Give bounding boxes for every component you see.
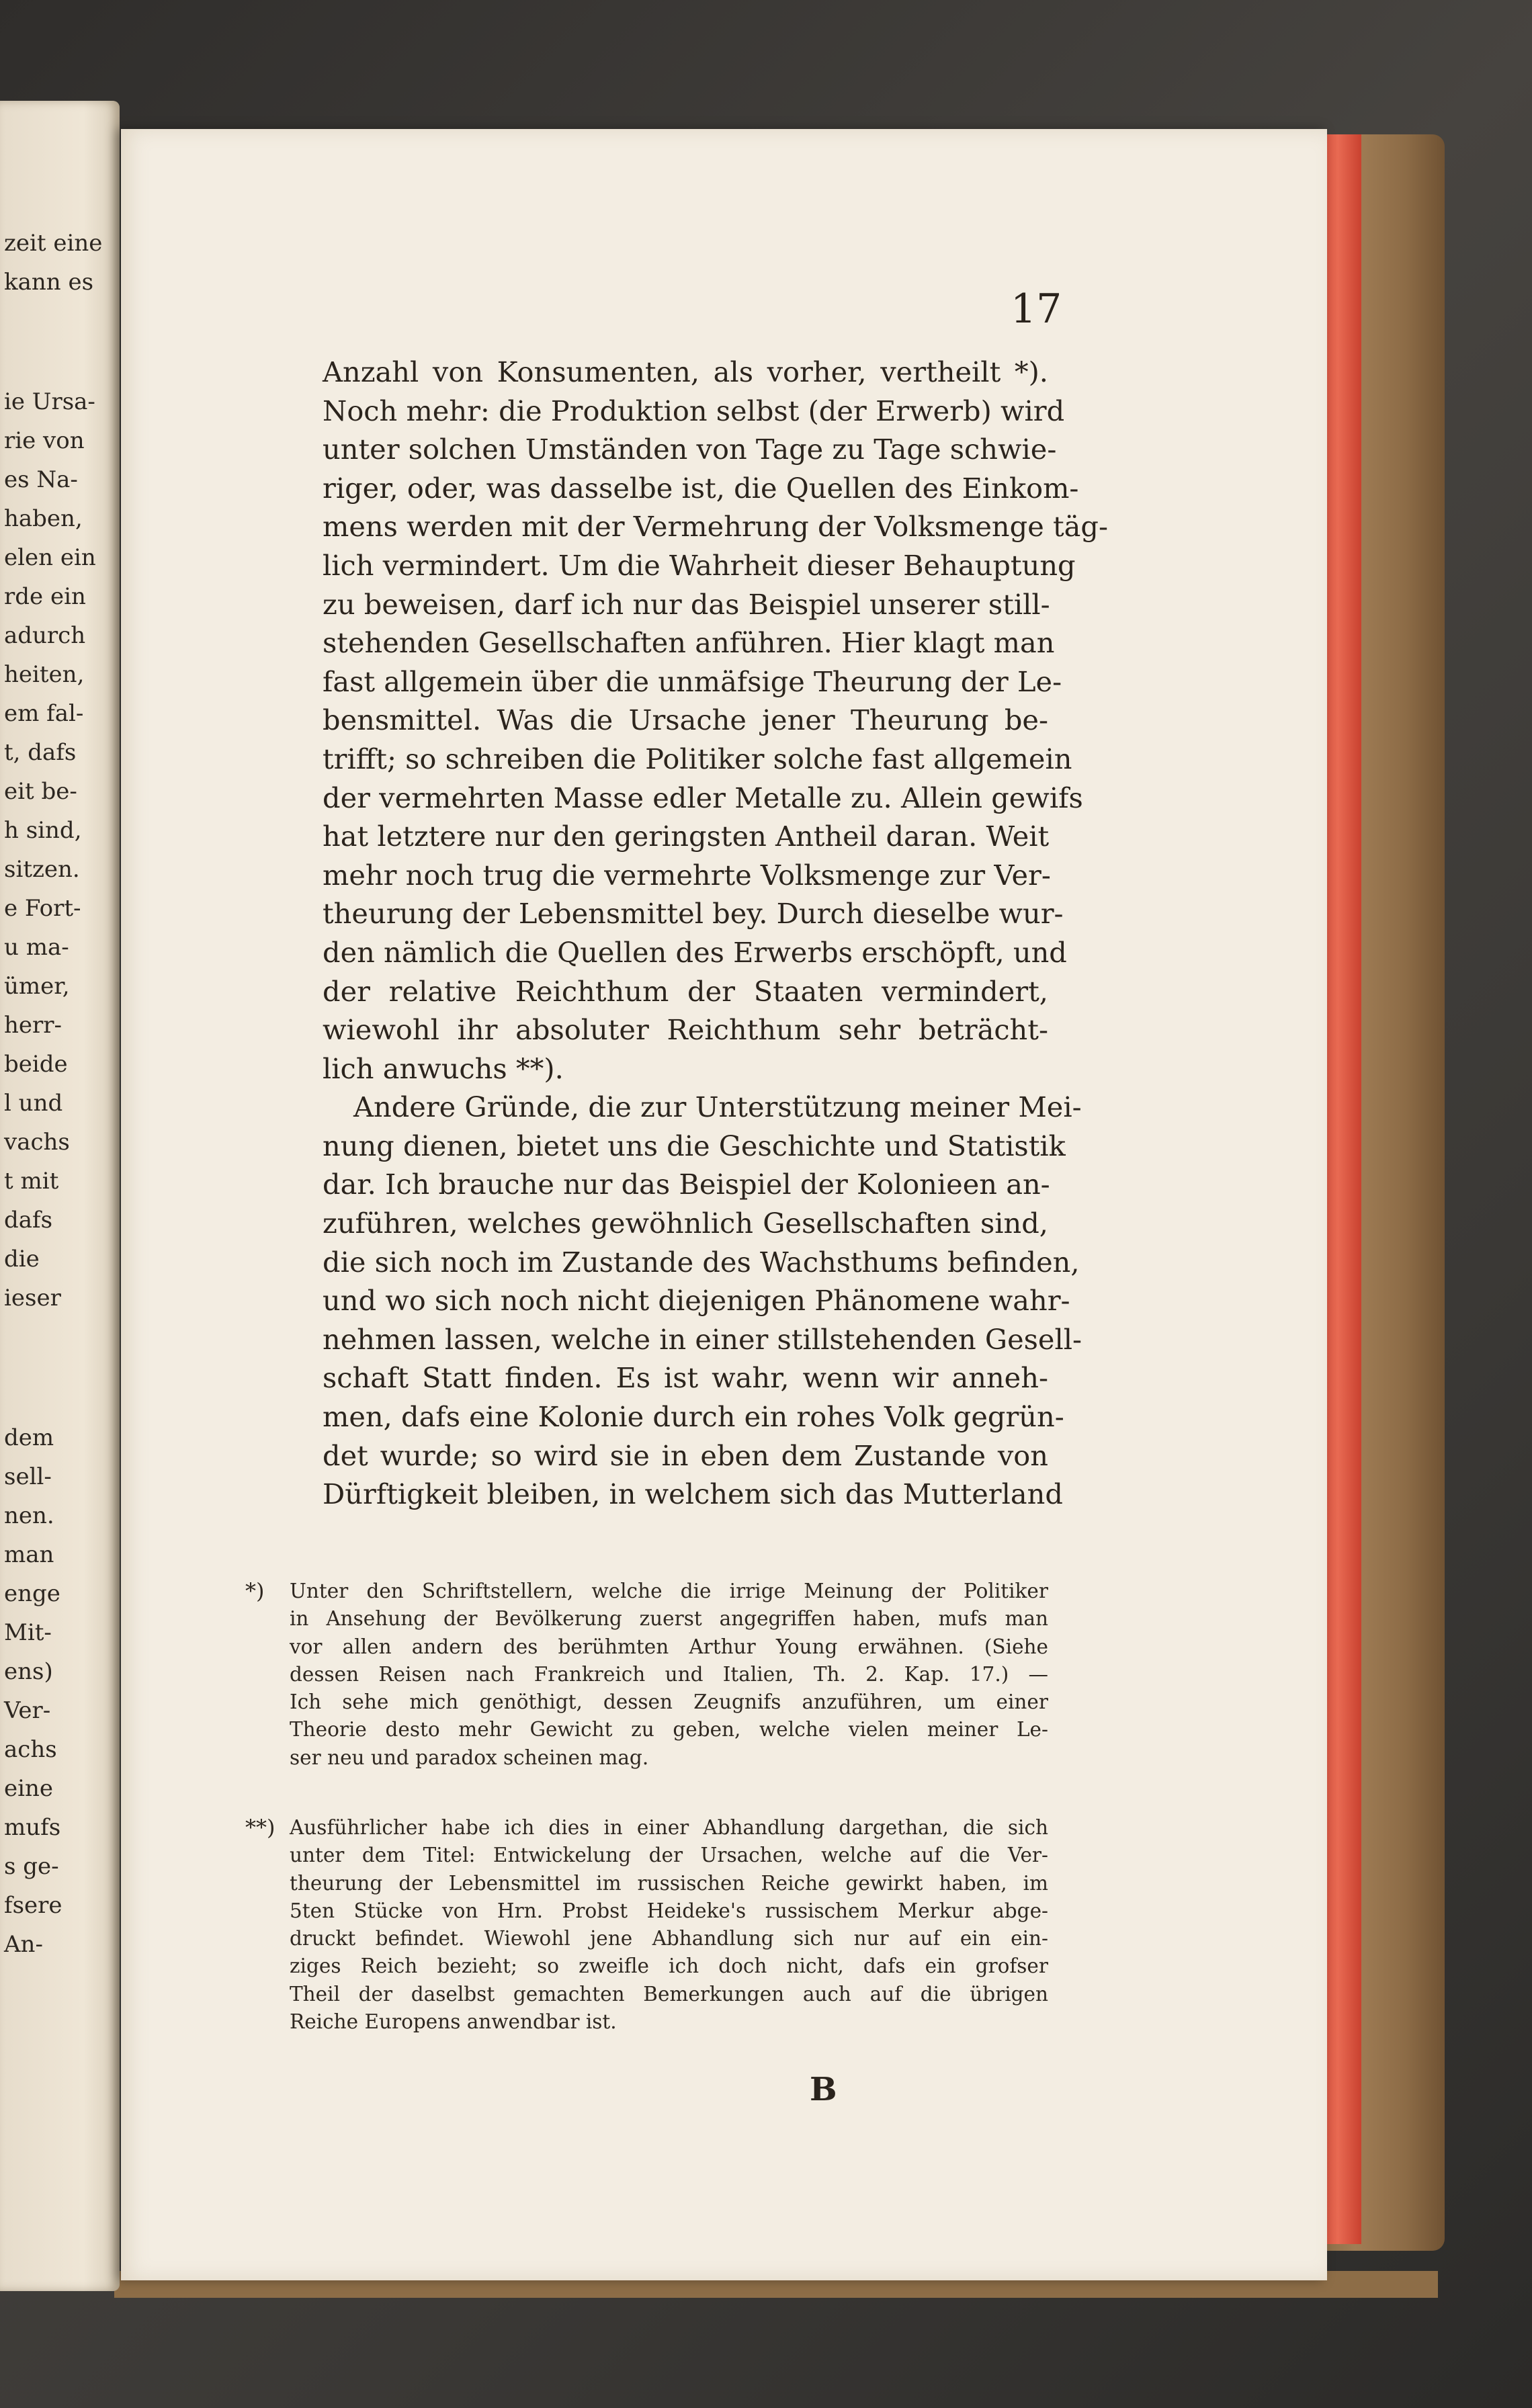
main-text-line: lich vermindert. Um die Wahrheit dieser Behauptung	[323, 548, 1076, 582]
previous-page	[0, 101, 120, 2291]
main-text-line: bensmittel. Was die Ursache jener Theurung be-	[323, 703, 1048, 737]
previous-page-text-fragment: l und	[4, 1090, 63, 1117]
main-text-line: mehr noch trug die vermehrte Volksmenge zur Ver-	[323, 858, 1051, 892]
main-text-line: det wurde; so wird sie in eben dem Zustande von	[323, 1438, 1048, 1472]
footnote-line: theurung der Lebensmittel im russischen Reiche gewirkt haben, im	[290, 1871, 1048, 1895]
previous-page-text-fragment: man	[4, 1541, 54, 1568]
main-text-line: und wo sich noch nicht diejenigen Phänomene wahr-	[323, 1284, 1070, 1318]
signature-mark: B	[810, 2071, 837, 2108]
previous-page-text-fragment: haben,	[4, 505, 83, 532]
footnote-line: Unter den Schriftstellern, welche die irrige Meinung der Politiker	[290, 1580, 1048, 1602]
previous-page-text-fragment: s ge-	[4, 1853, 59, 1880]
previous-page-text-fragment: ümer,	[4, 973, 70, 1000]
previous-page-text-fragment: heiten,	[4, 661, 85, 688]
main-text-line: nehmen lassen, welche in einer stillstehenden Gesell-	[323, 1322, 1082, 1356]
footnote-line: in Ansehung der Bevölkerung zuerst angegriffen haben, mufs man	[290, 1607, 1048, 1631]
main-text-line: Noch mehr: die Produktion selbst (der Erwerb) wird	[323, 394, 1065, 427]
previous-page-text-fragment: e Fort-	[4, 895, 81, 922]
previous-page-text-fragment: beide	[4, 1051, 68, 1078]
previous-page-text-fragment: herr-	[4, 1012, 62, 1039]
main-text-line: der relative Reichthum der Staaten vermindert,	[323, 974, 1048, 1008]
previous-page-text-fragment: eit be-	[4, 778, 77, 805]
footnote-line: ziges Reich bezieht; so zweifle ich doch nicht, dafs ein grofser	[290, 1954, 1048, 1978]
main-text-line: der vermehrten Masse edler Metalle zu. Allein gewifs	[323, 781, 1083, 814]
main-text-line: Dürftigkeit bleiben, in welchem sich das Mutterland	[323, 1477, 1063, 1511]
previous-page-text-fragment: kann es	[4, 269, 94, 296]
previous-page-text-fragment: h sind,	[4, 817, 82, 844]
main-text-line: schaft Statt finden. Es ist wahr, wenn wir anneh-	[323, 1361, 1048, 1395]
previous-page-text-fragment: ens)	[4, 1658, 53, 1685]
previous-page-text-fragment: sell-	[4, 1463, 52, 1490]
previous-page-text-fragment: vachs	[4, 1129, 70, 1156]
previous-page-text-fragment: ie Ursa-	[4, 388, 95, 415]
previous-page-text-fragment: Mit-	[4, 1619, 52, 1646]
main-text-line: theurung der Lebensmittel bey. Durch dieselbe wur-	[323, 897, 1064, 931]
footnote-line: dessen Reisen nach Frankreich und Italien, Th. 2. Kap. 17.) —	[290, 1662, 1048, 1686]
main-text-line: die sich noch im Zustande des Wachsthums befinden,	[323, 1245, 1080, 1279]
previous-page-text-fragment: eine	[4, 1775, 54, 1802]
main-text-block	[323, 353, 1108, 1514]
footnote-line: unter dem Titel: Entwickelung der Ursachen, welche auf die Ver-	[290, 1844, 1048, 1867]
footnote-line: Ich sehe mich genöthigt, dessen Zeugnifs anzuführen, um einer	[290, 1690, 1048, 1714]
main-text-line: dar. Ich brauche nur das Beispiel der Kolonieen an-	[323, 1168, 1050, 1201]
footnote-marker: **)	[245, 1815, 275, 1840]
previous-page-text-fragment: zeit eine	[4, 230, 103, 257]
page-number: 17	[1011, 286, 1062, 333]
previous-page-text-fragment: An-	[4, 1931, 43, 1958]
previous-page-text-fragment: enge	[4, 1580, 60, 1607]
footnote-line: Theorie desto mehr Gewicht zu geben, welche vielen meiner Le-	[290, 1718, 1048, 1742]
previous-page-text-fragment: u ma-	[4, 934, 69, 961]
main-text-line: unter solchen Umständen von Tage zu Tage schwie-	[323, 433, 1057, 466]
main-text-line: hat letztere nur den geringsten Antheil daran. Weit	[323, 820, 1050, 853]
previous-page-text-fragment: die	[4, 1246, 40, 1273]
main-text-line: stehenden Gesellschaften anführen. Hier klagt man	[323, 626, 1055, 660]
footnote-line: vor allen andern des berühmten Arthur Young erwähnen. (Siehe	[290, 1635, 1048, 1658]
previous-page-text-fragment: dafs	[4, 1207, 53, 1234]
previous-page-text-fragment: t mit	[4, 1168, 59, 1195]
previous-page-text-fragment: dem	[4, 1424, 54, 1451]
footnote-line: druckt befindet. Wiewohl jene Abhandlung sich nur auf ein ein-	[290, 1927, 1048, 1950]
footnote-2	[245, 1814, 1048, 2036]
main-text-line: men, dafs eine Kolonie durch ein rohes Volk gegrün-	[323, 1400, 1064, 1434]
previous-page-text-fragment: mufs	[4, 1814, 61, 1841]
footnote-line: 5ten Stücke von Hrn. Probst Heideke's russischem Merkur abge-	[290, 1899, 1048, 1922]
footnote-1	[245, 1578, 1048, 1772]
main-text-line: zuführen, welches gewöhnlich Gesellschaften sind,	[323, 1207, 1048, 1240]
previous-page-text-fragment: rde ein	[4, 583, 86, 610]
footnote-marker: *)	[245, 1578, 265, 1604]
previous-page-text-fragment: sitzen.	[4, 856, 80, 883]
main-text-line: mens werden mit der Vermehrung der Volksmenge täg-	[323, 510, 1108, 544]
previous-page-text-fragment: es Na-	[4, 466, 78, 493]
main-text-line: zu beweisen, darf ich nur das Beispiel unserer still-	[323, 587, 1050, 621]
footnote-line: Reiche Europens anwendbar ist.	[290, 2010, 617, 2034]
footnote-line: Ausführlicher habe ich dies in einer Abhandlung dargethan, die sich	[290, 1816, 1048, 1839]
main-text-line: lich anwuchs **).	[323, 1051, 564, 1085]
previous-page-text-fragment: achs	[4, 1736, 57, 1763]
main-text-line: nung dienen, bietet uns die Geschichte und Statistik	[323, 1129, 1066, 1162]
previous-page-text-fragment: adurch	[4, 622, 86, 649]
previous-page-text-fragment: Ver-	[4, 1697, 51, 1724]
main-text-line: Andere Gründe, die zur Unterstützung meiner Mei-	[353, 1090, 1082, 1124]
main-text-line: riger, oder, was dasselbe ist, die Quellen des Einkom-	[323, 471, 1079, 505]
previous-page-text-fragment: elen ein	[4, 544, 96, 571]
footnote-line: Theil der daselbst gemachten Bemerkungen auch auf die übrigen	[290, 1982, 1048, 2006]
previous-page-text-fragment: rie von	[4, 427, 85, 454]
previous-page-text-fragment: nen.	[4, 1502, 54, 1529]
red-page-edges	[1322, 134, 1361, 2244]
previous-page-text-fragment: em fal-	[4, 700, 84, 727]
main-text-line: Anzahl von Konsumenten, als vorher, vertheilt *).	[323, 355, 1048, 388]
main-text-line: wiewohl ihr absoluter Reichthum sehr beträcht-	[323, 1013, 1048, 1047]
footnote-line: ser neu und paradox scheinen mag.	[290, 1746, 649, 1769]
previous-page-text-fragment: t, dafs	[4, 739, 77, 766]
main-text-line: trifft; so schreiben die Politiker solche fast allgemein	[323, 742, 1072, 775]
main-text-line: fast allgemein über die unmäfsige Theurung der Le-	[323, 664, 1062, 698]
main-text-line: den nämlich die Quellen des Erwerbs erschöpft, und	[323, 935, 1067, 969]
previous-page-text-fragment: fsere	[4, 1892, 62, 1919]
previous-page-text-fragment: ieser	[4, 1285, 61, 1312]
